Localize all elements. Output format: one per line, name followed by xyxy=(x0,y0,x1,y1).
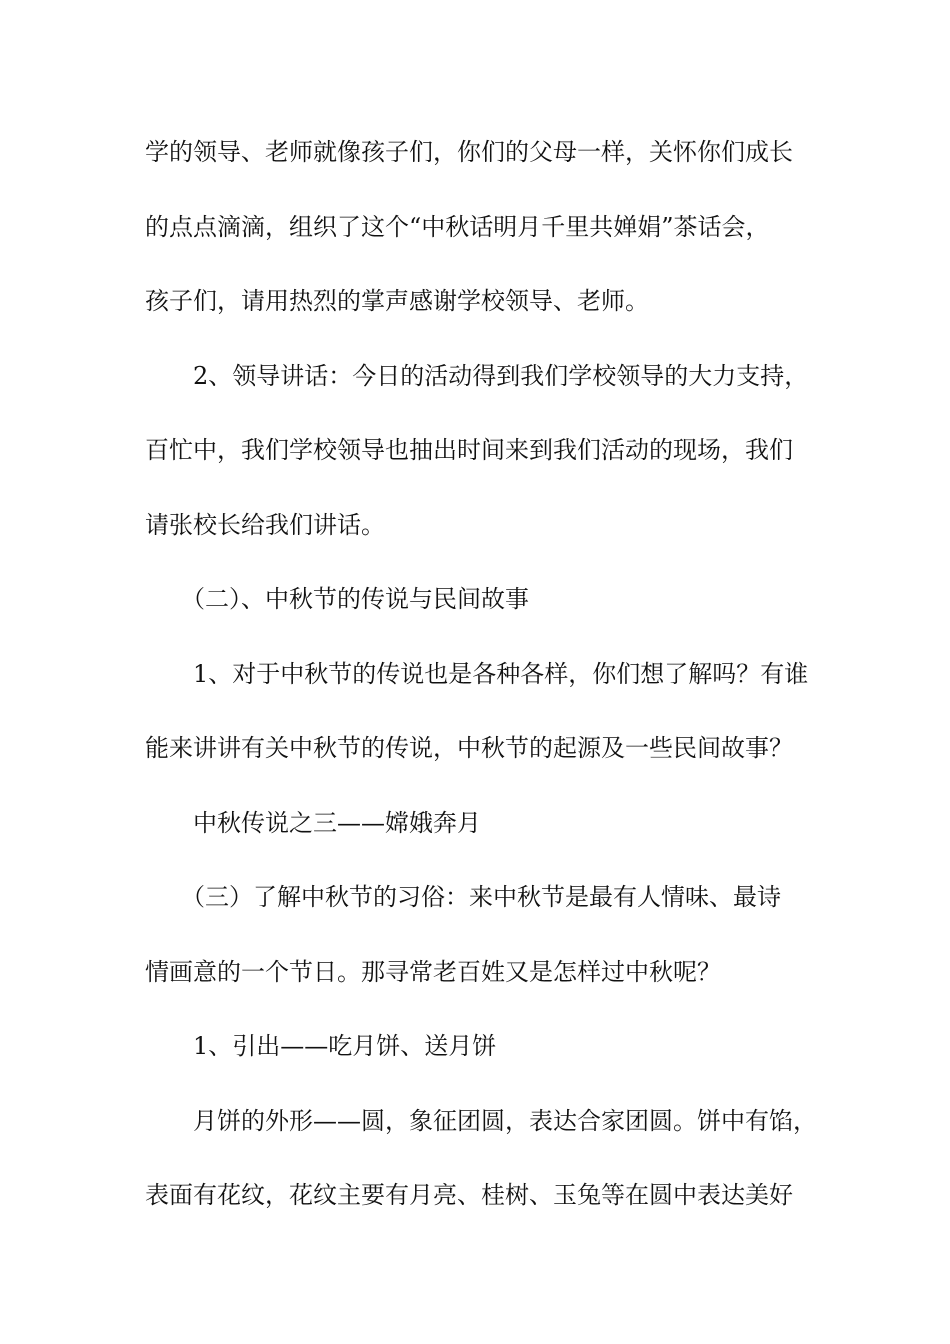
section-heading-3: （三）了解中秋节的习俗：来中秋节是最有人情味、最诗 xyxy=(181,883,781,911)
paragraph-line-2: 的点点滴滴，组织了这个“中秋话明月千里共婵娟”茶话会， xyxy=(145,213,770,241)
paragraph-line-12: 情画意的一个节日。那寻常老百姓又是怎样过中秋呢？ xyxy=(145,958,721,986)
paragraph-line-3: 孩子们，请用热烈的掌声感谢学校领导、老师。 xyxy=(145,287,649,315)
paragraph-line-4: 2、领导讲话：今日的活动得到我们学校领导的大力支持， xyxy=(193,362,809,390)
paragraph-line-14: 月饼的外形——圆，象征团圆，表达合家团圆。饼中有馅， xyxy=(193,1107,817,1135)
section-heading-2: （二）、中秋节的传说与民间故事 xyxy=(181,585,529,613)
paragraph-line-10: 中秋传说之三——嫦娥奔月 xyxy=(193,809,481,837)
paragraph-line-1: 学的领导、老师就像孩子们，你们的父母一样，关怀你们成长 xyxy=(145,138,793,166)
paragraph-line-15: 表面有花纹，花纹主要有月亮、桂树、玉兔等在圆中表达美好 xyxy=(145,1181,793,1209)
paragraph-line-5: 百忙中，我们学校领导也抽出时间来到我们活动的现场，我们 xyxy=(145,436,793,464)
paragraph-line-6: 请张校长给我们讲话。 xyxy=(145,511,385,539)
paragraph-line-13: 1、引出——吃月饼、送月饼 xyxy=(193,1032,497,1060)
paragraph-line-9: 能来讲讲有关中秋节的传说，中秋节的起源及一些民间故事？ xyxy=(145,734,793,762)
paragraph-line-8: 1、对于中秋节的传说也是各种各样，你们想了解吗？有谁 xyxy=(193,660,809,688)
